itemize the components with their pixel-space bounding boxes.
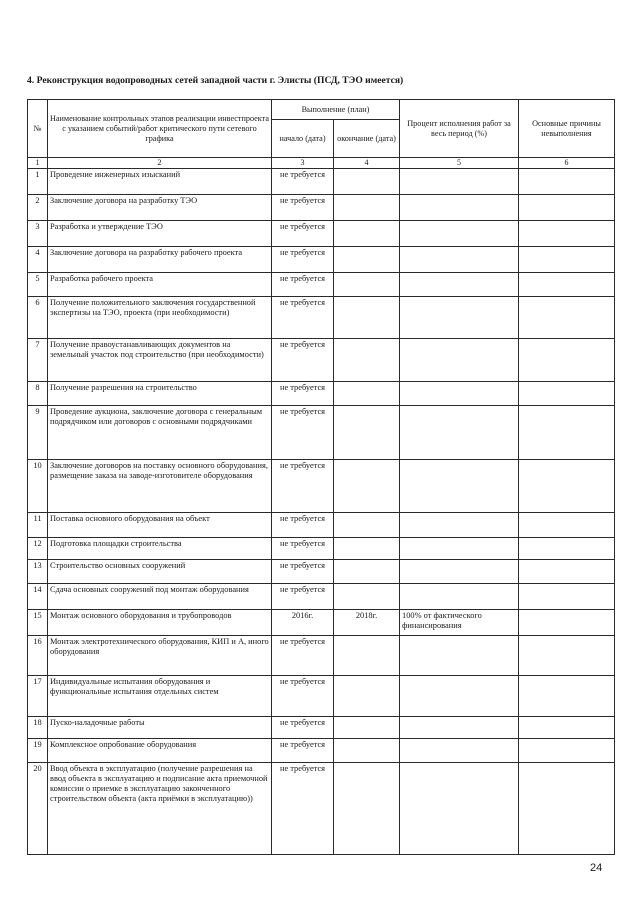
- row-percent: [400, 297, 519, 339]
- table-row: [28, 382, 615, 406]
- row-number: 13: [28, 560, 48, 584]
- row-reasons: [519, 297, 615, 339]
- row-start: не требуется: [272, 513, 334, 538]
- row-number: 12: [28, 538, 48, 560]
- row-reasons: [519, 406, 615, 460]
- row-reasons: [519, 717, 615, 739]
- row-start: не требуется: [272, 273, 334, 297]
- row-number: 17: [28, 676, 48, 717]
- row-start: не требуется: [272, 560, 334, 584]
- row-percent: [400, 763, 519, 855]
- row-end: [334, 717, 400, 739]
- row-start: не требуется: [272, 717, 334, 739]
- row-percent: [400, 676, 519, 717]
- row-reasons: [519, 247, 615, 273]
- table-body: [28, 169, 615, 855]
- row-number: 10: [28, 460, 48, 513]
- row-number: 11: [28, 513, 48, 538]
- row-reasons: [519, 676, 615, 717]
- row-end: [334, 195, 400, 221]
- row-name: Комплексное опробование оборудования: [48, 739, 272, 763]
- row-number: 6: [28, 297, 48, 339]
- row-percent: [400, 584, 519, 610]
- row-reasons: [519, 339, 615, 382]
- row-start: не требуется: [272, 195, 334, 221]
- row-reasons: [519, 169, 615, 195]
- row-name: Получение правоустанавливающих документов на земельный участок под строительство (при необходимости): [48, 339, 272, 382]
- table-row: [28, 195, 615, 221]
- row-number: 9: [28, 406, 48, 460]
- row-start: 2016г.: [272, 610, 334, 636]
- row-number: 7: [28, 339, 48, 382]
- row-end: [334, 406, 400, 460]
- header-percent: Процент исполнения работ за весь период (%): [400, 100, 519, 158]
- row-start: не требуется: [272, 297, 334, 339]
- row-number: 1: [28, 169, 48, 195]
- row-start: не требуется: [272, 676, 334, 717]
- row-reasons: [519, 584, 615, 610]
- row-end: [334, 382, 400, 406]
- row-start: не требуется: [272, 169, 334, 195]
- plan-table: [27, 99, 615, 855]
- row-reasons: [519, 513, 615, 538]
- row-end: [334, 221, 400, 247]
- table-row: [28, 610, 615, 636]
- row-name: Монтаж электротехнического оборудования, КИП и А, иного оборудования: [48, 636, 272, 676]
- row-start: не требуется: [272, 221, 334, 247]
- header-execution: Выполнение (план): [272, 100, 400, 120]
- table-row: [28, 636, 615, 676]
- row-name: Поставка основного оборудования на объект: [48, 513, 272, 538]
- row-reasons: [519, 560, 615, 584]
- row-name: Подготовка площадки строительства: [48, 538, 272, 560]
- row-end: [334, 339, 400, 382]
- row-percent: [400, 247, 519, 273]
- row-name: Ввод объекта в эксплуатацию (получение разрешения на ввод объекта в эксплуатацию и подписание акта приемочной комиссии о приемке в эксплуатацию законченного строительством объекта (акта приёмки в эксплуатацию)): [48, 763, 272, 855]
- header-start: начало (дата): [272, 120, 334, 158]
- row-reasons: [519, 382, 615, 406]
- row-start: не требуется: [272, 584, 334, 610]
- row-percent: [400, 382, 519, 406]
- row-number: 3: [28, 221, 48, 247]
- column-number: 2: [48, 158, 272, 169]
- row-percent: [400, 195, 519, 221]
- row-end: [334, 297, 400, 339]
- row-name: Заключение договора на разработку ТЭО: [48, 195, 272, 221]
- row-end: [334, 513, 400, 538]
- row-number: 2: [28, 195, 48, 221]
- row-end: [334, 560, 400, 584]
- row-start: не требуется: [272, 339, 334, 382]
- row-number: 5: [28, 273, 48, 297]
- table-row: [28, 717, 615, 739]
- row-start: не требуется: [272, 247, 334, 273]
- table-row: [28, 584, 615, 610]
- row-percent: 100% от фактического финансирования: [400, 610, 519, 636]
- column-numbers-row: [28, 158, 615, 169]
- row-percent: [400, 739, 519, 763]
- row-start: не требуется: [272, 763, 334, 855]
- column-number: 3: [272, 158, 334, 169]
- table-row: [28, 273, 615, 297]
- row-name: Заключение договоров на поставку основного оборудования, размещение заказа на заводе-изготовителе оборудования: [48, 460, 272, 513]
- row-name: Индивидуальные испытания оборудования и функциональные испытания отдельных систем: [48, 676, 272, 717]
- row-percent: [400, 560, 519, 584]
- row-end: [334, 676, 400, 717]
- table-row: [28, 406, 615, 460]
- row-percent: [400, 636, 519, 676]
- row-number: 8: [28, 382, 48, 406]
- row-end: [334, 739, 400, 763]
- row-percent: [400, 339, 519, 382]
- row-end: [334, 763, 400, 855]
- row-name: Проведение инженерных изысканий: [48, 169, 272, 195]
- row-name: Получение разрешения на строительство: [48, 382, 272, 406]
- header-name: Наименование контрольных этапов реализации инвестпроекта с указанием событий/работ критического пути сетевого графика: [48, 100, 272, 158]
- table-row: [28, 221, 615, 247]
- row-name: Монтаж основного оборудования и трубопроводов: [48, 610, 272, 636]
- row-reasons: [519, 195, 615, 221]
- table-row: [28, 247, 615, 273]
- table-row: [28, 460, 615, 513]
- header-end: окончание (дата): [334, 120, 400, 158]
- row-name: Заключение договора на разработку рабочего проекта: [48, 247, 272, 273]
- row-start: не требуется: [272, 636, 334, 676]
- row-percent: [400, 273, 519, 297]
- row-reasons: [519, 610, 615, 636]
- row-name: Пуско-наладочные работы: [48, 717, 272, 739]
- row-end: [334, 636, 400, 676]
- table-row: [28, 560, 615, 584]
- row-number: 19: [28, 739, 48, 763]
- row-name: Разработка рабочего проекта: [48, 273, 272, 297]
- row-percent: [400, 169, 519, 195]
- table-row: [28, 297, 615, 339]
- row-start: не требуется: [272, 739, 334, 763]
- row-reasons: [519, 273, 615, 297]
- row-percent: [400, 221, 519, 247]
- table-row: [28, 739, 615, 763]
- row-number: 18: [28, 717, 48, 739]
- row-percent: [400, 538, 519, 560]
- row-end: [334, 460, 400, 513]
- column-number: 6: [519, 158, 615, 169]
- row-start: не требуется: [272, 406, 334, 460]
- row-number: 16: [28, 636, 48, 676]
- row-number: 14: [28, 584, 48, 610]
- row-reasons: [519, 221, 615, 247]
- row-percent: [400, 460, 519, 513]
- page-number: 24: [590, 862, 603, 874]
- row-start: не требуется: [272, 382, 334, 406]
- row-end: [334, 169, 400, 195]
- table-row: [28, 513, 615, 538]
- section-heading: 4. Реконструкция водопроводных сетей западной части г. Элисты (ПСД, ТЭО имеется): [27, 75, 404, 86]
- table-row: [28, 538, 615, 560]
- row-name: Разработка и утверждение ТЭО: [48, 221, 272, 247]
- row-percent: [400, 406, 519, 460]
- row-name: Проведение аукциона, заключение договора с генеральным подрядчиком или договоров с основными подрядчиками: [48, 406, 272, 460]
- row-end: [334, 273, 400, 297]
- row-number: 20: [28, 763, 48, 855]
- row-end: [334, 584, 400, 610]
- row-reasons: [519, 538, 615, 560]
- row-percent: [400, 513, 519, 538]
- row-reasons: [519, 636, 615, 676]
- row-name: Строительство основных сооружений: [48, 560, 272, 584]
- header-reasons: Основные причины невыполнения: [519, 100, 615, 158]
- column-number: 1: [28, 158, 48, 169]
- row-percent: [400, 717, 519, 739]
- row-start: не требуется: [272, 538, 334, 560]
- row-number: 4: [28, 247, 48, 273]
- table-row: [28, 676, 615, 717]
- row-number: 15: [28, 610, 48, 636]
- header-no: №: [28, 100, 48, 158]
- column-number: 5: [400, 158, 519, 169]
- row-end: [334, 247, 400, 273]
- table-row: [28, 169, 615, 195]
- row-reasons: [519, 763, 615, 855]
- column-number: 4: [334, 158, 400, 169]
- row-reasons: [519, 460, 615, 513]
- row-name: Сдача основных сооружений под монтаж оборудования: [48, 584, 272, 610]
- table-row: [28, 339, 615, 382]
- row-end: 2018г.: [334, 610, 400, 636]
- row-start: не требуется: [272, 460, 334, 513]
- row-end: [334, 538, 400, 560]
- row-reasons: [519, 739, 615, 763]
- table-row: [28, 763, 615, 855]
- row-name: Получение положительного заключения государственной экспертизы на ТЭО, проекта (при необходимости): [48, 297, 272, 339]
